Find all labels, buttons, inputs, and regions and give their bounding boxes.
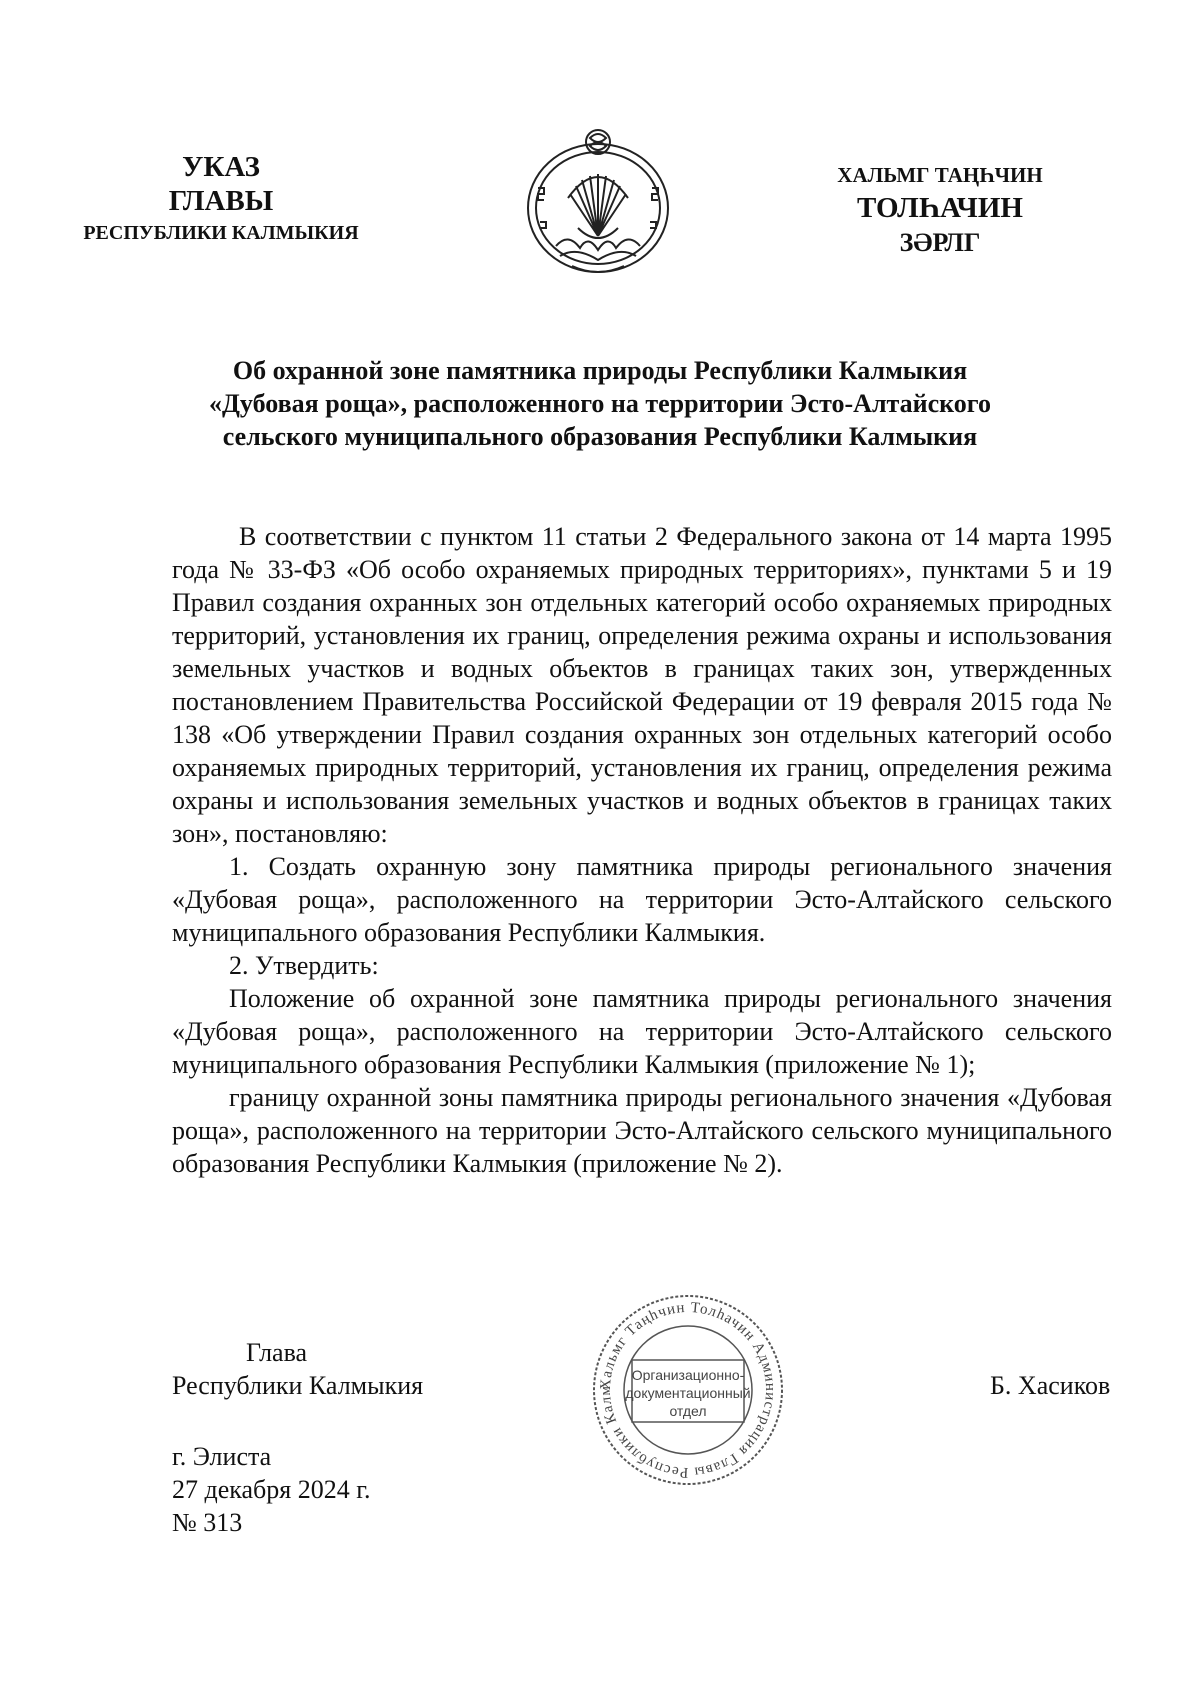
seal-inner-line-1: Организационно- bbox=[631, 1367, 745, 1383]
position-line-1: Глава bbox=[246, 1338, 308, 1367]
preamble-paragraph: В соответствии с пунктом 11 статьи 2 Федерального закона от 14 марта 1995 года № 33-ФЗ «Об особо охраняемых природных территориях», пунктами 5 и 19 Правил создания охранных зон отдельных категорий особо охраняемых природных территорий, установления их границ, определения режима охраны и использования земельных участков и водных объектов в границах таких зон, утвержденных постановлением Правительства Российской Федерации от 19 февраля 2015 года № 138 «Об утверждении Правил создания охранных зон отдельных категорий особо охраняемых природных территорий, установления их границ, определения режима охраны и использования земельных участков и водных объектов в границах таких зон», постановляю: bbox=[172, 522, 1112, 848]
item-1-paragraph: 1. Создать охранную зону памятника природы регионального значения «Дубовая роща», расположенного на территории Эсто-Алтайского сельского муниципального образования Республики Калмыкия. bbox=[172, 852, 1112, 947]
item-2b-paragraph: границу охранной зоны памятника природы регионального значения «Дубовая роща», расположенного на территории Эсто-Алтайского сельского муниципального образования Республики Калмыкия (приложение № 2). bbox=[172, 1083, 1112, 1178]
item-2a-paragraph: Положение об охранной зоне памятника природы регионального значения «Дубовая роща», расположенного на территории Эсто-Алтайского сельского муниципального образования Республики Калмыкия (приложение № 1); bbox=[172, 984, 1112, 1079]
header-left bbox=[40, 150, 402, 248]
kalmyk-state-label: ХАЛЬМГ ТАҢҺЧИН bbox=[837, 163, 1043, 187]
seal-inner-line-3: отдел bbox=[669, 1403, 707, 1419]
position-line-2: Республики Калмыкия bbox=[172, 1371, 424, 1400]
signatory-position bbox=[172, 1336, 423, 1402]
coat-of-arms-icon bbox=[516, 128, 680, 280]
head-label: ГЛАВЫ bbox=[168, 185, 274, 217]
document-title bbox=[150, 354, 1050, 453]
document-body bbox=[172, 520, 1112, 1180]
republic-label: РЕСПУБЛИКИ КАЛМЫКИЯ bbox=[83, 222, 359, 244]
header-right bbox=[805, 160, 1075, 260]
date: 27 декабря 2024 г. bbox=[172, 1475, 371, 1504]
city: г. Элиста bbox=[172, 1442, 272, 1471]
seal-inner-line-2: документационный bbox=[625, 1385, 751, 1401]
seal-outer-text: Хальмг Таңһчин Толһачин Администрация Главы Республики Калм bbox=[597, 1299, 779, 1481]
kalmyk-decree-label: ЗӘРЛГ bbox=[899, 228, 981, 257]
title-line-3: сельского муниципального образования Республики Калмыкия bbox=[222, 422, 978, 451]
title-line-1: Об охранной зоне памятника природы Республики Калмыкия bbox=[232, 356, 968, 385]
document-number: № 313 bbox=[172, 1508, 243, 1537]
official-seal bbox=[588, 1290, 788, 1490]
title-line-2: «Дубовая роща», расположенного на территории Эсто-Алтайского bbox=[209, 389, 991, 418]
decree-label: УКАЗ bbox=[182, 151, 260, 183]
document-footer bbox=[172, 1440, 370, 1539]
signatory-name: Б. Хасиков bbox=[990, 1371, 1111, 1400]
item-2-paragraph: 2. Утвердить: bbox=[229, 951, 379, 980]
kalmyk-head-label: ТОЛҺАЧИН bbox=[857, 192, 1023, 224]
